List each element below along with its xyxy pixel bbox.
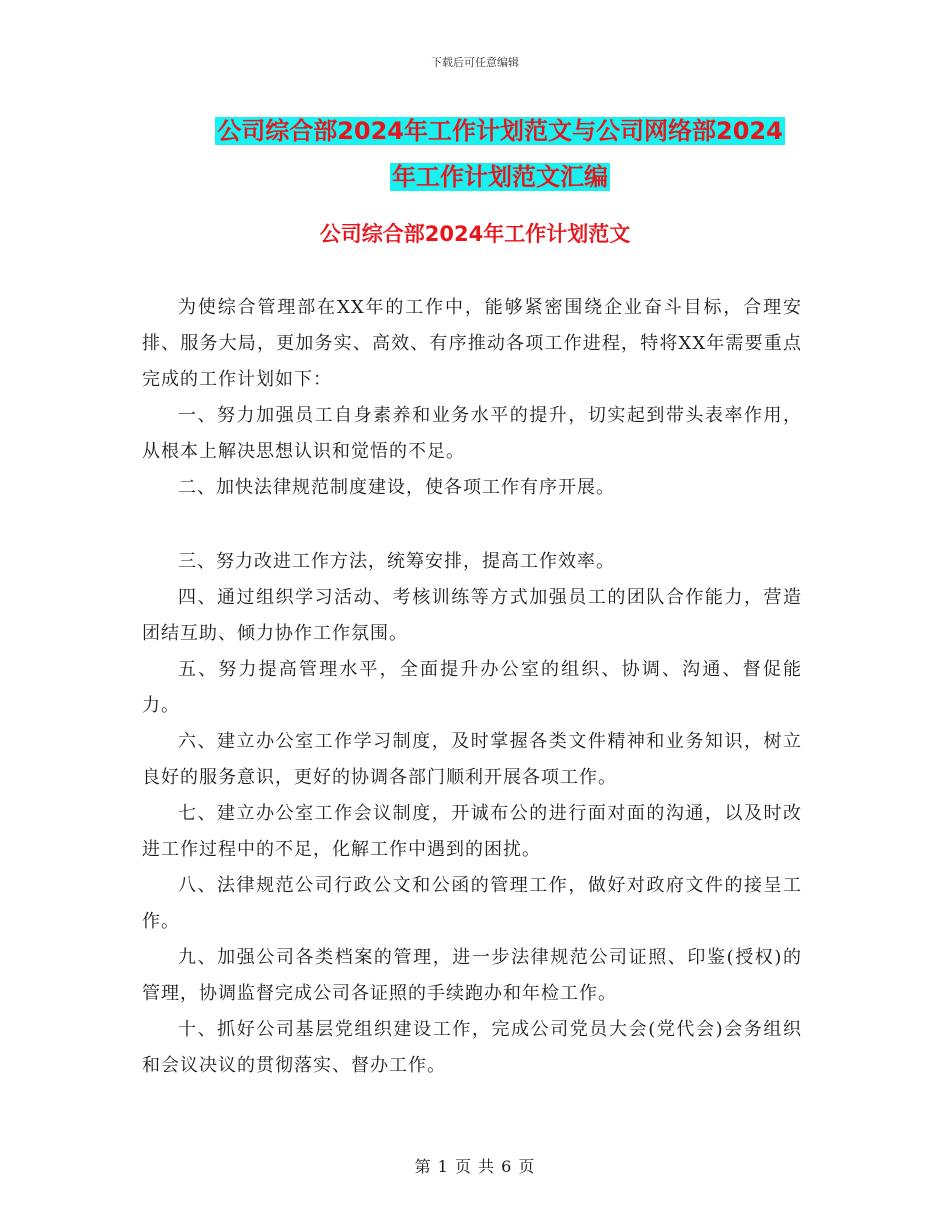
page-footer: 第 1 页 共 6 页 (414, 1157, 536, 1176)
paragraph-item-9: 九、加强公司各类档案的管理，进一步法律规范公司证照、印鉴(授权)的管理，协调监督完成公司各证照的手续跑办和年检工作。 (142, 947, 802, 1004)
paragraph-item-7: 七、建立办公室工作会议制度，开诚布公的进行面对面的沟通，以及时改进工作过程中的不足，化解工作中遇到的困扰。 (142, 803, 802, 860)
title-line-2: 年工作计划范文汇编 (392, 163, 608, 191)
section-title: 公司综合部2024年工作计划范文 (319, 222, 631, 246)
document-body (142, 290, 802, 1084)
paragraph-item-2: 二、加快法律规范制度建设，使各项工作有序开展。 (178, 477, 615, 498)
paragraph-item-6: 六、建立办公室工作学习制度，及时掌握各类文件精神和业务知识，树立良好的服务意识，更好的协调各部门顺利开展各项工作。 (142, 731, 802, 788)
paragraph-item-5: 五、努力提高管理水平，全面提升办公室的组织、协调、沟通、督促能力。 (142, 659, 802, 716)
paragraph-intro: 为使综合管理部在XX年的工作中，能够紧密围绕企业奋斗目标，合理安排、服务大局，更加务实、高效、有序推动各项工作进程，特将XX年需要重点完成的工作计划如下： (142, 297, 802, 390)
title-line-1: 公司综合部2024年工作计划范文与公司网络部2024 (217, 117, 783, 145)
paragraph-item-3: 三、努力改进工作方法，统筹安排，提高工作效率。 (178, 551, 615, 572)
paragraph-item-8: 八、法律规范公司行政公文和公函的管理工作，做好对政府文件的接呈工作。 (142, 875, 802, 932)
document-title (150, 108, 850, 200)
paragraph-item-4: 四、通过组织学习活动、考核训练等方式加强员工的团队合作能力，营造团结互助、倾力协作工作氛围。 (142, 587, 802, 644)
paragraph-item-1: 一、努力加强员工自身素养和业务水平的提升，切实起到带头表率作用，从根本上解决思想认识和觉悟的不足。 (142, 405, 802, 462)
header-note: 下载后可任意编辑 (431, 56, 519, 69)
paragraph-item-10: 十、抓好公司基层党组织建设工作，完成公司党员大会(党代会)会务组织和会议决议的贯彻落实、督办工作。 (142, 1019, 802, 1076)
